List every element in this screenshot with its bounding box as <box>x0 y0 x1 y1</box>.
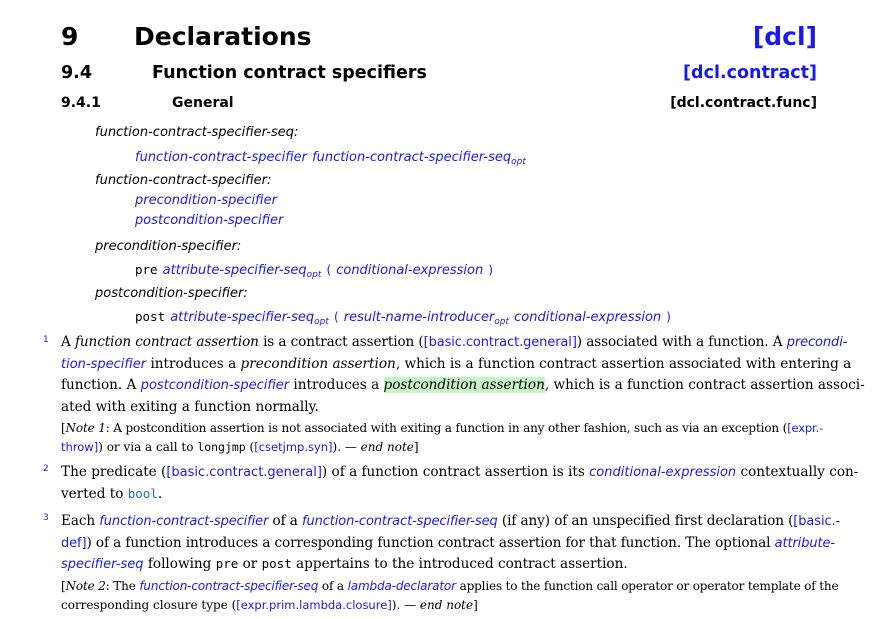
paren: ) <box>666 310 671 324</box>
nonterminal-link[interactable]: result-name-introducer$_{opt}$ <box>343 310 510 327</box>
section-title: Function contract specifiers <box>152 63 427 83</box>
nonterminal-link[interactable]: precondition-specifier <box>135 193 277 208</box>
ref-link[interactable]: throw] <box>61 440 99 454</box>
paren: ( <box>333 310 339 324</box>
grammar-lhs-function-contract-specifier-seq: function-contract-specifier-seq: <box>95 125 299 140</box>
section-number: 9.4 <box>61 63 93 83</box>
nonterminal-link[interactable]: postcondition-specifier <box>135 213 284 228</box>
nonterminal-link[interactable]: specifier-seq <box>61 557 144 572</box>
ref-link[interactable]: [basic.- <box>793 514 841 529</box>
nonterminal-link[interactable]: function-contract-specifier <box>135 150 308 165</box>
grammar-lhs-function-contract-specifier: function-contract-specifier: <box>95 173 272 188</box>
paragraph-1: A function contract assertion is a contract assertion ([basic.contract.general]) associated with a function. A precondi- tion-specifier introduces a precondition assertion, which is a function contract assertion associated with entering a function. A postcondition-specifier introduces a postcondition assertion, which is a function contract assertion associ- ated with exiting a function normally. <box>61 334 865 415</box>
note-1: [Note 1: A postcondition assertion is not associated with exiting a function in any other fashion, such as via an exception ([expr.- throw]) or via a call to longjmp ([csetjmp.syn]). — end note] <box>61 421 824 454</box>
ref-link[interactable]: [expr.- <box>787 421 824 435</box>
nonterminal-link[interactable]: lambda-declarator <box>347 579 456 593</box>
nonterminal-link[interactable]: tion-specifier <box>61 356 147 372</box>
nonterminal-link[interactable]: conditional-expression <box>514 310 662 325</box>
paragraph-2: The predicate ([basic.contract.general]) of a function contract assertion is its conditional-expression contextually con- verted to bool. <box>61 464 859 502</box>
ref-link[interactable]: def] <box>61 535 87 551</box>
ref-link[interactable]: [basic.contract.general] <box>423 335 577 350</box>
paragraph-3: Each function-contract-specifier of a function-contract-specifier-seq (if any) of an unspecified first declaration ([basic.- def]) of a function introduces a corresponding function contract assertion for that function. The optional attribute- specifier-seq following pre or post appertains to the introduced contract assertion. <box>61 513 841 572</box>
paren: ) <box>488 263 494 277</box>
nonterminal-link[interactable]: attribute-specifier-seq$_{opt}$ <box>162 263 322 280</box>
chapter-title: Declarations <box>134 22 312 51</box>
nonterminal-link[interactable]: function-contract-specifier-seq <box>302 514 498 529</box>
keyword-pre: pre <box>135 262 158 277</box>
nonterminal-link[interactable]: function-contract-specifier-seq <box>139 579 319 593</box>
grammar-lhs-precondition-specifier: precondition-specifier: <box>95 239 242 254</box>
keyword-post: post <box>135 309 166 324</box>
chapter-number: 9 <box>61 22 79 51</box>
note-2: [Note 2: The function-contract-specifier-seq of a lambda-declarator applies to the function call operator or operator template of the corresponding closure type ([expr.prim.lambda.closure]). — end note] <box>61 579 839 612</box>
paren: ( <box>326 263 332 277</box>
paragraph-number: 1 <box>43 335 49 345</box>
nonterminal-link[interactable]: conditional-expression <box>336 263 484 278</box>
grammar-rule <box>135 259 493 278</box>
nonterminal-link[interactable]: precondi- <box>786 335 848 350</box>
grammar-rule <box>135 146 526 165</box>
ref-link[interactable]: [csetjmp.syn] <box>254 440 333 454</box>
ref-link[interactable]: [basic.contract.general] <box>166 465 322 480</box>
section-ref-link[interactable]: [dcl.contract] <box>683 63 817 83</box>
chapter-ref-link[interactable]: [dcl] <box>752 22 817 51</box>
paragraph-number: 3 <box>43 513 49 523</box>
nonterminal-link[interactable]: function-contract-specifier-seq$_{opt}$ <box>312 150 526 167</box>
nonterminal-link[interactable]: function-contract-specifier <box>99 514 269 529</box>
grammar-lhs-postcondition-specifier: postcondition-specifier: <box>95 286 248 301</box>
nonterminal-link[interactable]: attribute-specifier-seq$_{opt}$ <box>170 310 329 327</box>
ref-link[interactable]: [expr.prim.lambda.closure] <box>236 598 392 612</box>
nonterminal-link[interactable]: attribute- <box>774 535 835 551</box>
subsection-number: 9.4.1 <box>61 95 101 111</box>
paragraph-number: 2 <box>43 464 49 474</box>
subsection-title: General <box>172 95 234 111</box>
keyword-bool: bool <box>127 485 158 501</box>
subsection-ref: [dcl.contract.func] <box>670 95 817 111</box>
nonterminal-link[interactable]: conditional-expression <box>589 465 737 480</box>
highlighted-term: postcondition assertion <box>383 377 545 393</box>
grammar-rule <box>135 306 671 325</box>
nonterminal-link[interactable]: postcondition-specifier <box>140 378 290 393</box>
